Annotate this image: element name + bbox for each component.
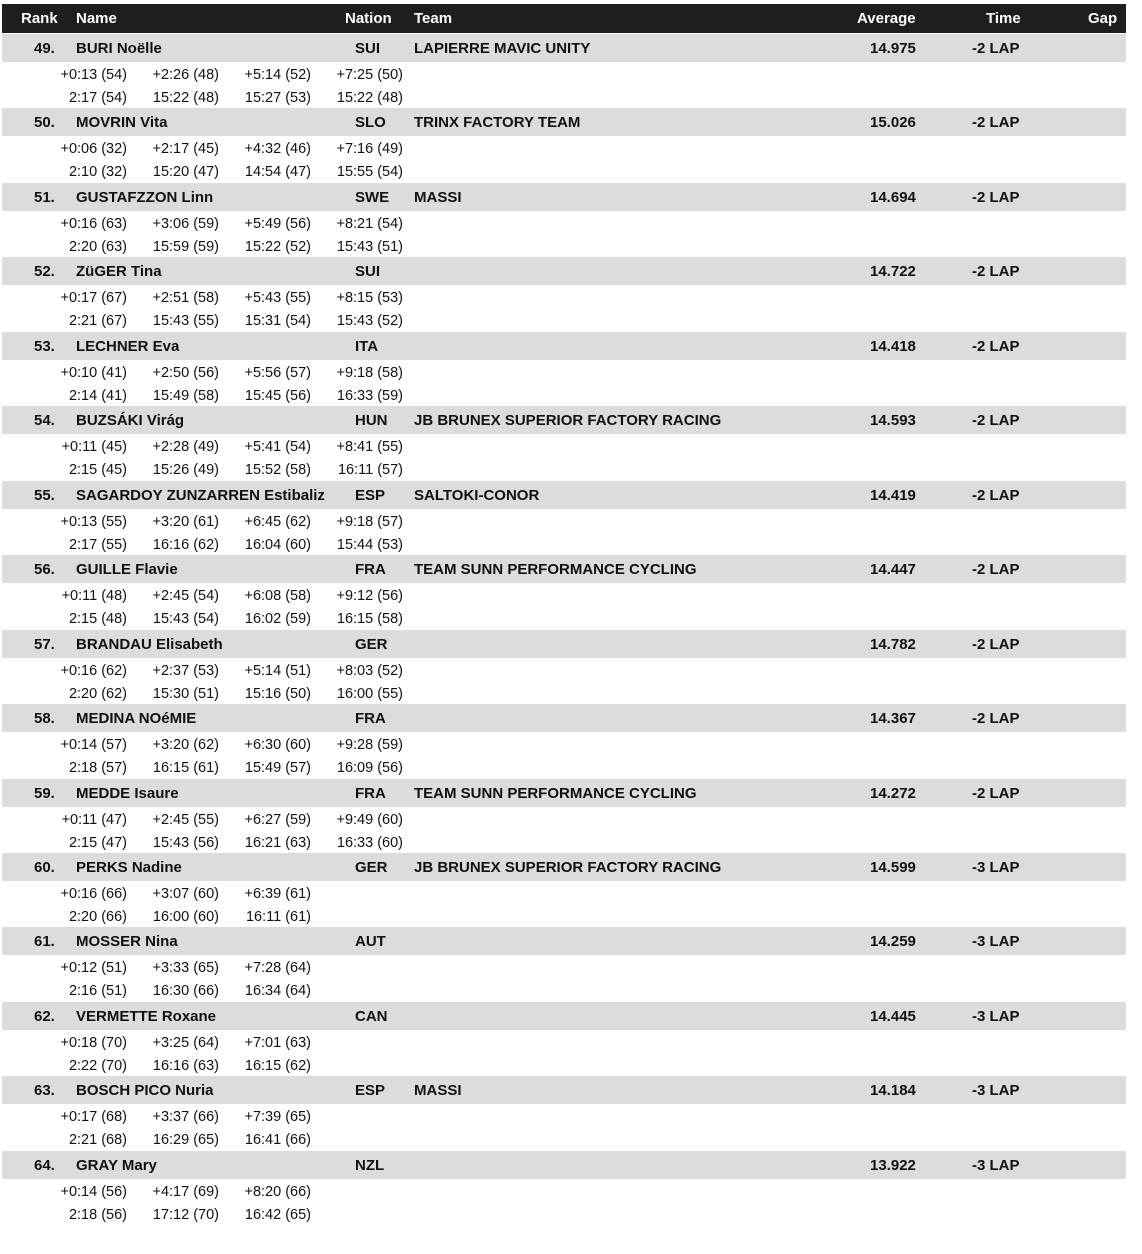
split-lap-time: 15:22 (48) — [336, 90, 403, 106]
split-lap-time: 2:17 (54) — [68, 90, 127, 106]
header-name: Name — [76, 10, 117, 27]
rider-rank: 57. — [34, 635, 55, 653]
rider-rank: 60. — [34, 858, 55, 876]
rider-rank: 64. — [34, 1156, 55, 1174]
split-gap: +4:17 (69) — [152, 1183, 219, 1200]
split-gap: +5:56 (57) — [244, 364, 311, 381]
rider-team: TRINX FACTORY TEAM — [414, 114, 581, 132]
split-lap-time: 16:34 (64) — [244, 983, 311, 1000]
split-lap-time: 15:49 (58) — [152, 387, 219, 404]
split-gap: +2:28 (49) — [152, 439, 219, 456]
split-gap: +3:06 (59) — [152, 215, 219, 232]
split-lap-time: 16:15 (62) — [244, 1057, 311, 1074]
rider-row — [2, 34, 1126, 62]
split-gap: +0:16 (62) — [60, 662, 127, 679]
rider-block — [2, 34, 1126, 108]
split-gap: +0:14 (57) — [60, 737, 127, 754]
split-gap: +0:11 (47) — [61, 811, 127, 828]
split-gap: +8:15 (53) — [336, 290, 403, 307]
rider-row — [2, 927, 1126, 955]
split-lap-time: 15:59 (59) — [152, 238, 219, 255]
rider-average: 14.418 — [870, 337, 916, 355]
rider-rank: 51. — [34, 188, 55, 206]
split-gap: +2:50 (56) — [152, 364, 219, 381]
split-gap: +8:21 (54) — [336, 215, 403, 232]
split-gaps-row — [2, 1109, 1126, 1131]
rider-block — [2, 1002, 1126, 1076]
rider-nation: SUI — [355, 40, 381, 57]
rider-average: 14.445 — [870, 1007, 916, 1025]
rider-time: -3 LAP — [972, 933, 1020, 951]
rider-name: ZüGER Tina — [76, 263, 162, 281]
split-gaps-row — [2, 216, 1126, 238]
split-gap: +7:25 (50) — [336, 67, 403, 83]
split-gap: +3:25 (64) — [152, 1034, 219, 1051]
rider-team: JB BRUNEX SUPERIOR FACTORY RACING — [414, 858, 722, 876]
split-gap: +9:49 (60) — [336, 811, 403, 828]
split-lap-time: 16:00 (55) — [336, 685, 403, 702]
rider-block — [2, 704, 1126, 778]
split-gaps-row — [2, 67, 1126, 89]
rider-name: MEDINA NOéMIE — [76, 710, 197, 728]
rider-name: BOSCH PICO Nuria — [76, 1082, 214, 1100]
split-gap: +3:37 (66) — [152, 1109, 219, 1126]
rider-name: GRAY Mary — [76, 1156, 157, 1174]
split-gap: +0:14 (56) — [60, 1183, 127, 1200]
rider-time: -2 LAP — [972, 40, 1020, 57]
split-gaps-row — [2, 737, 1126, 759]
split-gap: +2:37 (53) — [152, 662, 219, 679]
rider-nation: SLO — [355, 114, 386, 132]
rider-block — [2, 481, 1126, 555]
split-lap-time: 15:27 (53) — [244, 90, 311, 106]
split-lap-time: 15:49 (57) — [244, 760, 311, 777]
rider-time: -2 LAP — [972, 114, 1020, 132]
rider-nation: ITA — [355, 337, 379, 355]
rider-block — [2, 1151, 1126, 1225]
split-lap-time: 2:21 (68) — [68, 1132, 127, 1149]
rider-block — [2, 779, 1126, 853]
split-lap-time: 16:11 (61) — [245, 908, 311, 925]
rider-rank: 55. — [34, 486, 55, 504]
header-average: Average — [857, 10, 916, 27]
split-gap: +8:20 (66) — [244, 1183, 311, 1200]
split-gaps-row — [2, 812, 1126, 834]
rider-row — [2, 108, 1126, 136]
split-lap-time: 2:21 (67) — [68, 313, 127, 330]
rider-block — [2, 183, 1126, 257]
rider-name: BRANDAU Elisabeth — [76, 635, 223, 653]
rider-average: 14.782 — [870, 635, 916, 653]
split-lap-time: 15:52 (58) — [244, 462, 311, 479]
split-gaps-row — [2, 886, 1126, 908]
rider-row — [2, 555, 1126, 583]
split-lap-time: 2:20 (63) — [68, 238, 127, 255]
split-lap-time: 15:43 (56) — [152, 834, 219, 851]
rider-average: 14.184 — [870, 1082, 916, 1100]
rider-block — [2, 332, 1126, 406]
rider-average: 14.367 — [870, 710, 916, 728]
split-lap-time: 15:55 (54) — [336, 164, 403, 181]
rider-rank: 61. — [34, 933, 55, 951]
rider-name: BURI Noëlle — [76, 40, 162, 57]
split-lap-time: 2:16 (51) — [68, 983, 127, 1000]
rider-team: SALTOKI-CONOR — [414, 486, 540, 504]
rider-rank: 52. — [34, 263, 55, 281]
split-lap-time: 16:41 (66) — [244, 1132, 311, 1149]
split-gap: +5:43 (55) — [244, 290, 311, 307]
rider-time: -3 LAP — [972, 1007, 1020, 1025]
split-lap-time: 17:12 (70) — [152, 1206, 219, 1223]
split-lap-time: 16:04 (60) — [244, 536, 311, 553]
rider-name: LECHNER Eva — [76, 337, 180, 355]
split-gap: +4:32 (46) — [244, 141, 311, 158]
split-gap: +9:12 (56) — [336, 588, 403, 605]
rider-nation: ESP — [355, 1082, 386, 1100]
split-gap: +0:16 (66) — [60, 885, 127, 902]
split-lap-time: 2:18 (56) — [68, 1206, 127, 1223]
split-gap: +3:20 (61) — [152, 513, 219, 530]
split-lap-time: 16:33 (60) — [336, 834, 403, 851]
split-laps-row — [2, 1207, 1126, 1229]
rider-nation: GER — [355, 635, 388, 653]
rider-block — [2, 853, 1126, 927]
split-gaps-row — [2, 439, 1126, 461]
rider-row — [2, 853, 1126, 881]
rider-block — [2, 108, 1126, 182]
rider-rank: 63. — [34, 1082, 55, 1100]
split-gap: +2:17 (45) — [152, 141, 219, 158]
split-lap-time: 2:22 (70) — [68, 1057, 127, 1074]
split-gap: +6:30 (60) — [244, 737, 311, 754]
rider-row — [2, 1151, 1126, 1179]
rider-nation: SWE — [355, 188, 390, 206]
rider-time: -2 LAP — [972, 784, 1020, 802]
rider-time: -2 LAP — [972, 710, 1020, 728]
rider-row — [2, 481, 1126, 509]
rider-row — [2, 183, 1126, 211]
split-gap: +0:16 (63) — [60, 215, 127, 232]
split-gap: +0:17 (67) — [60, 290, 127, 307]
rider-name: SAGARDOY ZUNZARREN Estibaliz — [76, 486, 325, 504]
rider-block — [2, 1076, 1126, 1150]
split-gaps-row — [2, 290, 1126, 312]
split-gap: +2:51 (58) — [152, 290, 219, 307]
split-gap: +0:13 (54) — [60, 67, 127, 83]
split-lap-time: 16:16 (62) — [152, 536, 219, 553]
split-gap: +6:45 (62) — [244, 513, 311, 530]
split-lap-time: 15:43 (51) — [336, 238, 403, 255]
rider-rank: 54. — [34, 412, 55, 430]
rider-time: -2 LAP — [972, 561, 1020, 579]
split-lap-time: 15:20 (47) — [152, 164, 219, 181]
split-gaps-row — [2, 960, 1126, 982]
rider-block — [2, 257, 1126, 331]
split-gaps-row — [2, 1184, 1126, 1206]
rider-time: -2 LAP — [972, 635, 1020, 653]
split-lap-time: 16:15 (58) — [336, 611, 403, 628]
rider-time: -2 LAP — [972, 263, 1020, 281]
rider-rank: 62. — [34, 1007, 55, 1025]
split-gaps-row — [2, 141, 1126, 163]
rider-average: 14.272 — [870, 784, 916, 802]
rider-rank: 49. — [34, 40, 55, 57]
split-lap-time: 16:29 (65) — [152, 1132, 219, 1149]
split-lap-time: 16:42 (65) — [244, 1206, 311, 1223]
rider-name: BUZSÁKI Virág — [76, 412, 185, 430]
split-lap-time: 16:11 (57) — [337, 462, 403, 479]
split-lap-time: 15:22 (48) — [152, 90, 219, 106]
split-lap-time: 16:15 (61) — [152, 760, 219, 777]
split-lap-time: 15:22 (52) — [244, 238, 311, 255]
rider-average: 14.599 — [870, 858, 916, 876]
split-gap: +2:26 (48) — [152, 67, 219, 83]
split-gap: +5:14 (52) — [244, 67, 311, 83]
split-gap: +7:01 (63) — [244, 1034, 311, 1051]
split-gap: +9:28 (59) — [336, 737, 403, 754]
split-gap: +9:18 (58) — [336, 364, 403, 381]
header-time: Time — [986, 10, 1021, 27]
rider-rank: 59. — [34, 784, 55, 802]
rider-name: GUILLE Flavie — [76, 561, 178, 579]
split-lap-time: 2:20 (62) — [68, 685, 127, 702]
rider-name: MOSSER Nina — [76, 933, 178, 951]
rider-rank: 56. — [34, 561, 55, 579]
header-gap: Gap — [1088, 10, 1118, 27]
split-lap-time: 15:45 (56) — [244, 387, 311, 404]
split-lap-time: 15:31 (54) — [244, 313, 311, 330]
split-gap: +6:08 (58) — [244, 588, 311, 605]
table-header — [2, 4, 1126, 33]
rider-nation: AUT — [355, 933, 386, 951]
split-gap: +0:06 (32) — [60, 141, 127, 158]
rider-row — [2, 406, 1126, 434]
split-lap-time: 15:26 (49) — [152, 462, 219, 479]
rider-average: 15.026 — [870, 114, 916, 132]
rider-time: -2 LAP — [972, 188, 1020, 206]
split-gaps-row — [2, 365, 1126, 387]
split-lap-time: 16:16 (63) — [152, 1057, 219, 1074]
rider-team: TEAM SUNN PERFORMANCE CYCLING — [414, 784, 697, 802]
split-lap-time: 15:44 (53) — [336, 536, 403, 553]
split-lap-time: 16:21 (63) — [244, 834, 311, 851]
split-lap-time: 16:02 (59) — [244, 611, 311, 628]
rider-nation: HUN — [355, 412, 388, 430]
split-gap: +5:14 (51) — [244, 662, 311, 679]
split-lap-time: 2:15 (47) — [68, 834, 127, 851]
split-gap: +3:07 (60) — [152, 885, 219, 902]
rider-nation: FRA — [355, 710, 386, 728]
header-rank: Rank — [21, 10, 58, 27]
split-lap-time: 15:16 (50) — [244, 685, 311, 702]
rider-name: PERKS Nadine — [76, 858, 182, 876]
split-lap-time: 2:15 (48) — [68, 611, 127, 628]
rider-rank: 53. — [34, 337, 55, 355]
rider-average: 14.447 — [870, 561, 916, 579]
split-gap: +2:45 (55) — [152, 811, 219, 828]
rider-nation: ESP — [355, 486, 386, 504]
rider-block — [2, 927, 1126, 1001]
rider-average: 14.419 — [870, 486, 916, 504]
rider-nation: FRA — [355, 784, 386, 802]
rider-row — [2, 1002, 1126, 1030]
header-nation: Nation — [345, 10, 392, 27]
split-gap: +0:11 (45) — [61, 439, 127, 456]
rider-rank: 58. — [34, 710, 55, 728]
rider-row — [2, 630, 1126, 658]
split-gaps-row — [2, 1035, 1126, 1057]
rider-time: -2 LAP — [972, 486, 1020, 504]
split-gap: +3:20 (62) — [152, 737, 219, 754]
rider-name: MEDDE Isaure — [76, 784, 179, 802]
split-gap: +7:39 (65) — [244, 1109, 311, 1126]
split-lap-time: 2:17 (55) — [68, 536, 127, 553]
rider-row — [2, 332, 1126, 360]
split-lap-time: 15:43 (54) — [152, 611, 219, 628]
rider-average: 14.259 — [870, 933, 916, 951]
split-lap-time: 16:00 (60) — [152, 908, 219, 925]
split-gap: +5:41 (54) — [244, 439, 311, 456]
rider-average: 13.922 — [870, 1156, 916, 1174]
rider-average: 14.722 — [870, 263, 916, 281]
rider-time: -3 LAP — [972, 1082, 1020, 1100]
header-team: Team — [414, 10, 453, 27]
rider-nation: GER — [355, 858, 388, 876]
rider-nation: CAN — [355, 1007, 388, 1025]
rider-rank: 50. — [34, 114, 55, 132]
rider-block — [2, 406, 1126, 480]
rider-team: JB BRUNEX SUPERIOR FACTORY RACING — [414, 412, 722, 430]
split-gap: +6:39 (61) — [244, 885, 311, 902]
rider-row — [2, 257, 1126, 285]
rider-row — [2, 779, 1126, 807]
split-gap: +8:03 (52) — [336, 662, 403, 679]
split-gap: +5:49 (56) — [244, 215, 311, 232]
split-lap-time: 15:43 (52) — [336, 313, 403, 330]
split-lap-time: 16:30 (66) — [152, 983, 219, 1000]
rider-row — [2, 704, 1126, 732]
split-lap-time: 14:54 (47) — [244, 164, 311, 181]
rider-team: MASSI — [414, 188, 462, 206]
rider-block — [2, 630, 1126, 704]
split-lap-time: 2:18 (57) — [68, 760, 127, 777]
split-gap: +0:17 (68) — [60, 1109, 127, 1126]
rider-block — [2, 555, 1126, 629]
split-lap-time: 16:09 (56) — [336, 760, 403, 777]
split-gap: +2:45 (54) — [152, 588, 219, 605]
rider-name: GUSTAFZZON Linn — [76, 188, 214, 206]
rider-nation: FRA — [355, 561, 386, 579]
split-gaps-row — [2, 514, 1126, 536]
rider-name: VERMETTE Roxane — [76, 1007, 217, 1025]
rider-time: -3 LAP — [972, 858, 1020, 876]
rider-row — [2, 1076, 1126, 1104]
rider-team: MASSI — [414, 1082, 462, 1100]
split-lap-time: 2:10 (32) — [68, 164, 127, 181]
split-gap: +0:13 (55) — [60, 513, 127, 530]
rider-time: -2 LAP — [972, 337, 1020, 355]
split-gaps-row — [2, 663, 1126, 685]
split-lap-time: 16:33 (59) — [336, 387, 403, 404]
rider-nation: NZL — [355, 1156, 385, 1174]
split-gap: +0:10 (41) — [60, 364, 127, 381]
rider-average: 14.593 — [870, 412, 916, 430]
split-gap: +7:28 (64) — [244, 960, 311, 977]
split-gap: +8:41 (55) — [336, 439, 403, 456]
split-gap: +0:12 (51) — [60, 960, 127, 977]
rider-team: TEAM SUNN PERFORMANCE CYCLING — [414, 561, 697, 579]
split-lap-time: 2:15 (45) — [68, 462, 127, 479]
rider-average: 14.975 — [870, 40, 916, 57]
split-gap: +3:33 (65) — [152, 960, 219, 977]
rider-time: -2 LAP — [972, 412, 1020, 430]
split-gap: +9:18 (57) — [336, 513, 403, 530]
split-gaps-row — [2, 588, 1126, 610]
split-gap: +0:11 (48) — [61, 588, 127, 605]
split-lap-time: 2:14 (41) — [68, 387, 127, 404]
rider-average: 14.694 — [870, 188, 916, 206]
rider-team: LAPIERRE MAVIC UNITY — [414, 40, 591, 57]
rider-time: -3 LAP — [972, 1156, 1020, 1174]
split-gap: +7:16 (49) — [336, 141, 403, 158]
split-lap-time: 15:43 (55) — [152, 313, 219, 330]
rider-name: MOVRIN Vita — [76, 114, 168, 132]
split-gap: +0:18 (70) — [60, 1034, 127, 1051]
split-gap: +6:27 (59) — [244, 811, 311, 828]
split-lap-time: 15:30 (51) — [152, 685, 219, 702]
split-lap-time: 2:20 (66) — [68, 908, 127, 925]
rider-nation: SUI — [355, 263, 381, 281]
